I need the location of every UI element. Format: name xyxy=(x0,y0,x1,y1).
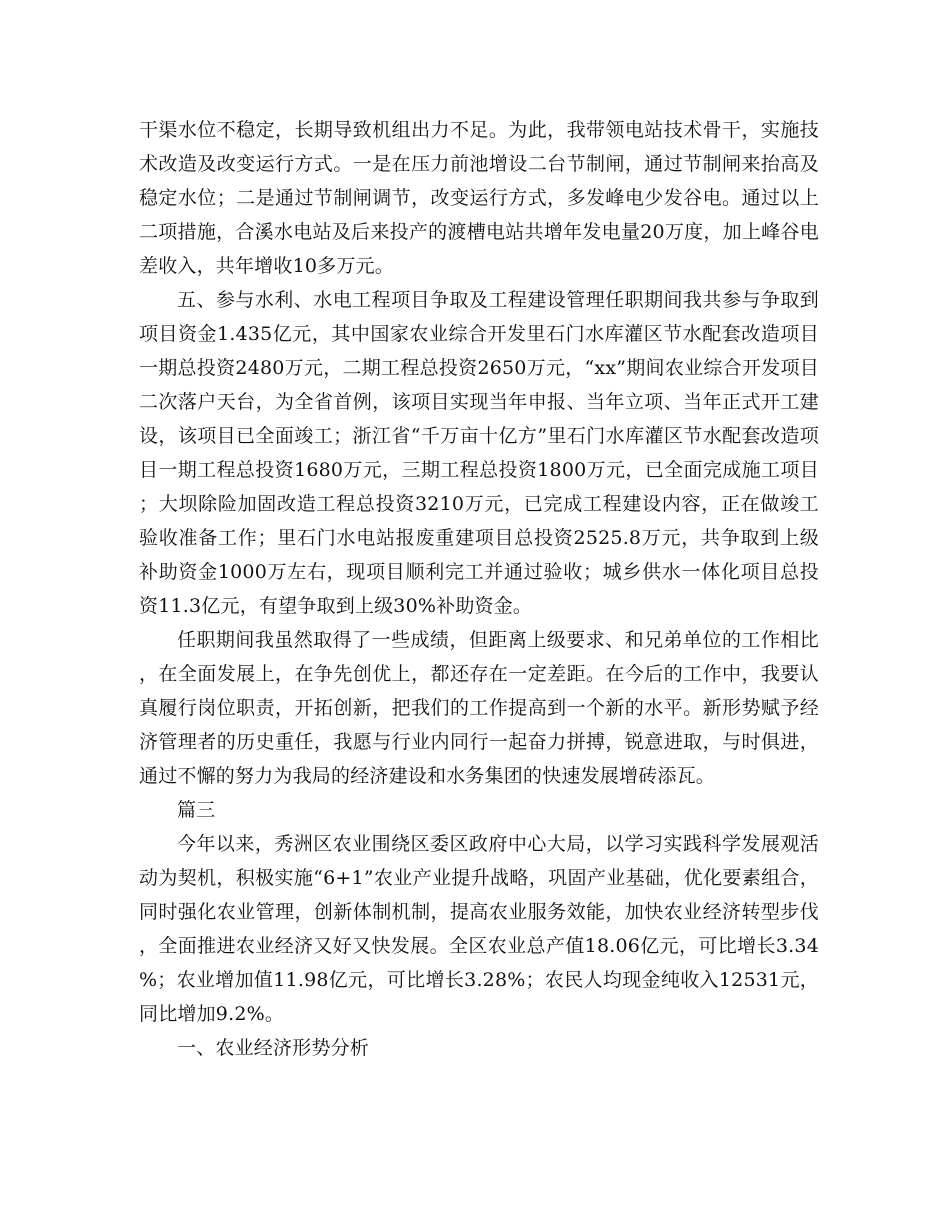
document-body xyxy=(139,113,819,1065)
subheading-agri-economy-analysis: 一、农业经济形势分析 xyxy=(177,1037,370,1059)
paragraph-hydro-upgrade: 干渠水位不稳定，长期导致机组出力不足。为此，我带领电站技术骨干，实施技术改造及改变运行方式。一是在压力前池增设二台节制闸，通过节制闸来抬高及稳定水位；二是通过节制闸调节，改变运行方式，多发峰电少发谷电。通过以上二项措施，合溪水电站及后来投产的渡槽电站共增年发电量20万度，加上峰谷电差收入，共年增收10多万元。 xyxy=(139,119,819,277)
paragraph-agriculture-overview: 今年以来，秀洲区农业围绕区委区政府中心大局，以学习实践科学发展观活动为契机，积极实施“6+1”农业产业提升战略，巩固产业基础，优化要素组合，同时强化农业管理，创新体制机制，提高农业服务效能，加快农业经济转型步伐，全面推进农业经济又好又快发展。全区农业总产值18.06亿元，可比增长3.34%；农业增加值11.98亿元，可比增长3.28%；农民人均现金纯收入12531元，同比增加9.2%。 xyxy=(139,833,819,1025)
paragraph-project-funding: 五、参与水利、水电工程项目争取及工程建设管理任职期间我共参与争取到项目资金1.435亿元，其中国家农业综合开发里石门水库灌区节水配套改造项目一期总投资2480万元，二期工程总投资2650万元，“xx”期间农业综合开发项目二次落户天台，为全省首例，该项目实现当年申报、当年立项、当年正式开工建设，该项目已全面竣工；浙江省“千万亩十亿方”里石门水库灌区节水配套改造项目一期工程总投资1680万元，三期工程总投资1800万元，已全面完成施工项目；大坝除险加固改造工程总投资3210万元，已完成工程建设内容，正在做竣工验收准备工作；里石门水电站报废重建项目总投资2525.8万元，共争取到上级补助资金1000万左右，现项目顺利完工并通过验收；城乡供水一体化项目总投资11.3亿元，有望争取到上级30%补助资金。 xyxy=(139,289,819,617)
section-heading-part-three: 篇三 xyxy=(177,799,216,821)
paragraph-conclusion: 任职期间我虽然取得了一些成绩，但距离上级要求、和兄弟单位的工作相比，在全面发展上，在争先创优上，都还存在一定差距。在今后的工作中，我要认真履行岗位职责，开拓创新，把我们的工作提高到一个新的水平。新形势赋予经济管理者的历史重任，我愿与行业内同行一起奋力拼搏，锐意进取，与时俱进，通过不懈的努力为我局的经济建设和水务集团的快速发展增砖添瓦。 xyxy=(139,629,819,787)
